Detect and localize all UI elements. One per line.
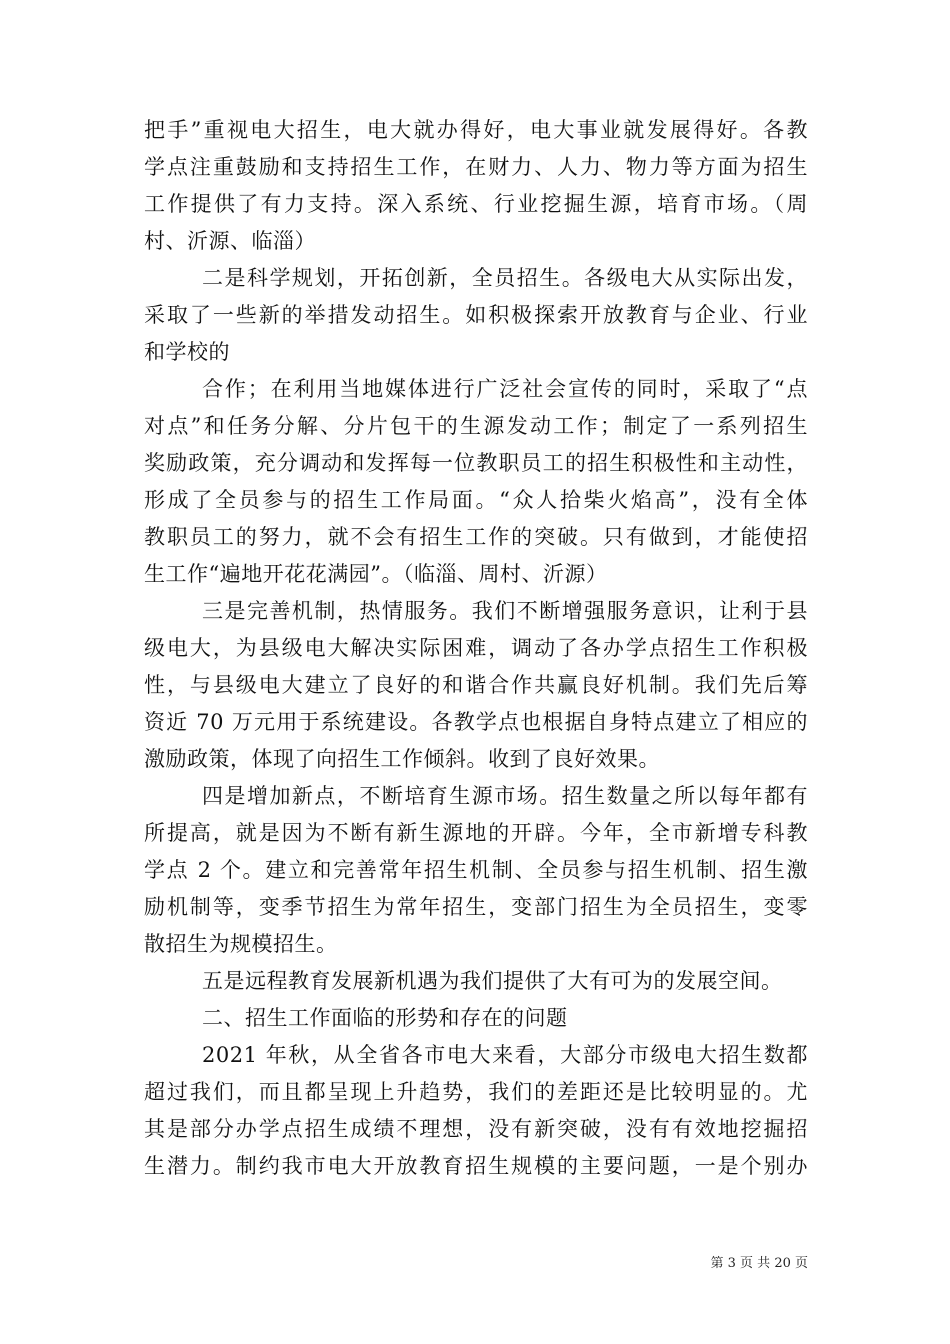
text-line: 五是远程教育发展新机遇为我们提供了大有可为的发展空间。 (202, 969, 783, 993)
text-line: 生潜力。制约我市电大开放教育招生规模的主要问题，一是个别办 (144, 1154, 808, 1178)
text-line: 级电大，为县级电大解决实际困难，调动了各办学点招生工作积极 (144, 636, 808, 660)
text-line: 村、沂源、临淄） (144, 229, 316, 253)
text-line: 四是增加新点，不断培育生源市场。招生数量之所以每年都有 (202, 784, 808, 808)
text-line: 励机制等，变季节招生为常年招生，变部门招生为全员招生，变零 (144, 895, 808, 919)
text-line: 所提高，就是因为不断有新生源地的开辟。今年，全市新增专科教 (144, 821, 808, 845)
text-line: 形成了全员参与的招生工作局面。“众人拾柴火焰高”，没有全体 (144, 488, 808, 512)
text-line: 学点注重鼓励和支持招生工作，在财力、人力、物力等方面为招生 (144, 155, 808, 179)
text-line: 二是科学规划，开拓创新，全员招生。各级电大从实际出发， (202, 266, 808, 290)
text-line: 2021 年秋，从全省各市电大来看，大部分市级电大招生数都 (202, 1043, 808, 1067)
page-number: 第 3 页 共 20 页 (710, 1256, 808, 1271)
text-line: 合作；在利用当地媒体进行广泛社会宣传的同时，采取了“点 (202, 377, 808, 401)
text-line: 三是完善机制，热情服务。我们不断增强服务意识，让利于县 (202, 599, 808, 623)
document-body (144, 112, 808, 1185)
text-line: 工作提供了有力支持。深入系统、行业挖掘生源，培育市场。（周 (144, 192, 808, 216)
text-line: 学点 2 个。建立和完善常年招生机制、全员参与招生机制、招生激 (144, 858, 808, 882)
text-line: 教职员工的努力，就不会有招生工作的突破。只有做到，才能使招 (144, 525, 808, 549)
text-line: 奖励政策，充分调动和发挥每一位教职员工的招生积极性和主动性， (144, 451, 808, 475)
text-line: 生工作“遍地开花花满园”。（临淄、周村、沂源） (144, 562, 608, 586)
text-line: 散招生为规模招生。 (144, 932, 338, 956)
text-line: 其是部分办学点招生成绩不理想，没有新突破，没有有效地挖掘招 (144, 1117, 808, 1141)
text-line: 超过我们，而且都呈现上升趋势，我们的差距还是比较明显的。尤 (144, 1080, 808, 1104)
text-line: 和学校的 (144, 340, 230, 364)
text-line: 把手”重视电大招生，电大就办得好，电大事业就发展得好。各教 (144, 118, 808, 142)
text-line: 激励政策，体现了向招生工作倾斜。收到了良好效果。 (144, 747, 660, 771)
text-line: 采取了一些新的举措发动招生。如积极探索开放教育与企业、行业 (144, 303, 808, 327)
text-line: 对点”和任务分解、分片包干的生源发动工作；制定了一系列招生 (144, 414, 808, 438)
text-line: 资近 70 万元用于系统建设。各教学点也根据自身特点建立了相应的 (144, 710, 808, 734)
text-line: 二、招生工作面临的形势和存在的问题 (202, 1006, 568, 1030)
text-line: 性，与县级电大建立了良好的和谐合作共赢良好机制。我们先后筹 (144, 673, 808, 697)
